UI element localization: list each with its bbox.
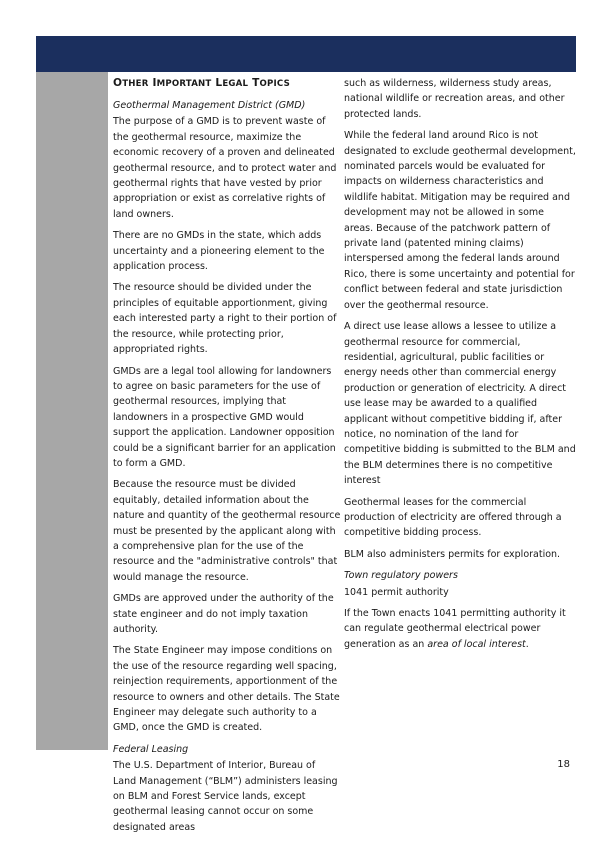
area-of-local-interest-emphasis: area of local interest [427, 638, 526, 650]
paragraph-1041-permit: 1041 permit authority [344, 586, 449, 598]
paragraph-blm-leasing: The U.S. Department of Interior, Bureau of Land Management (“BLM”) administers leasing on BLM and Forest Service lands, except geothermal leasing cannot occur on some designated areas [113, 760, 338, 833]
paragraph-direct-use-lease: A direct use lease allows a lessee to utilize a geothermal resource for commercial, residential, agricultural, public facilities or energy needs other than commercial energy production or generation of electricity. A direct use lease may be awarded to a qualified applicant without competitive bidding if, after notice, no nomination of the land for competitive bidding is submitted to the BLM and the BLM determines there is no competitive interest [344, 321, 576, 487]
subhead-gmd: Geothermal Management District (GMD) [113, 100, 306, 111]
paragraph-geothermal-leases: Geothermal leases for the commercial production of electricity are offered through a competitive bidding process. [344, 496, 562, 539]
section-heading-text: OTHER IMPORTANT LEGAL TOPICS [113, 77, 290, 89]
paragraph-protected-lands: such as wilderness, wilderness study areas, national wildlife or recreation areas, and other protected lands. [344, 78, 565, 120]
paragraph-1041-tail: . [525, 638, 529, 650]
paragraph-no-gmds: There are no GMDs in the state, which adds uncertainty and a pioneering element to the application process. [113, 230, 325, 273]
paragraph-1041-regulation [344, 606, 576, 652]
paragraph-blm-permits: BLM also administers permits for exploration. [344, 548, 561, 560]
paragraph-1041-lead: If the Town enacts 1041 permitting authority it can regulate geothermal electrical power generation as an [344, 608, 566, 650]
paragraph-gmd-purpose: The purpose of a GMD is to prevent waste of the geothermal resource, maximize the economic recovery of a proven and delineated geothermal resource, and to protect water and geothermal rights that have vested by prior appropriation or exist as correlative rights of land owners. [113, 116, 337, 220]
subhead-federal-leasing: Federal Leasing [113, 743, 189, 755]
side-bar [36, 72, 108, 750]
paragraph-resource-division: Because the resource must be divided equitably, detailed information about the nature and quantity of the geothermal resource must be presented by the applicant along with a comprehensive plan for the use of the resource and the "administrative controls" that would manage the resource. [113, 479, 341, 583]
paragraph-equitable-apportionment: The resource should be divided under the principles of equitable apportionment, giving each interested party a right to their portion of the resource, while protecting prior, appropriated rights. [113, 282, 337, 356]
section-heading [113, 76, 341, 92]
paragraph-state-engineer-conditions: The State Engineer may impose conditions on the use of the resource regarding well spacing, reinjection requirements, apportionment of the resource to owners and other details. The State Engineer may delegate such authority to a GMD, once the GMD is created. [113, 645, 340, 734]
right-column [344, 76, 576, 658]
page-number: 18 [557, 759, 570, 770]
left-column [113, 76, 341, 841]
paragraph-federal-land-rico: While the federal land around Rico is not designated to exclude geothermal development, nominated parcels would be evaluated for impacts on wilderness characteristics and wildlife habitat. Mitigation may be required and development may not be allowed in some areas. Because of the patchwork pattern of private land (patented mining claims) interspersed among the federal lands around Rico, there is some uncertainty and potential for conflict between federal and state jurisdiction over the geothermal resource. [344, 130, 576, 311]
paragraph-state-engineer-authority: GMDs are approved under the authority of the state engineer and do not imply taxation authority. [113, 593, 334, 635]
subhead-town-regulatory: Town regulatory powers [344, 570, 458, 582]
paragraph-gmd-legal-tool: GMDs are a legal tool allowing for landowners to agree on basic parameters for the use of geothermal resources, implying that landowners in a prospective GMD would support the application. Landowner opposition could be a significant barrier for an application to form a GMD. [113, 365, 336, 469]
header-band [36, 36, 576, 72]
